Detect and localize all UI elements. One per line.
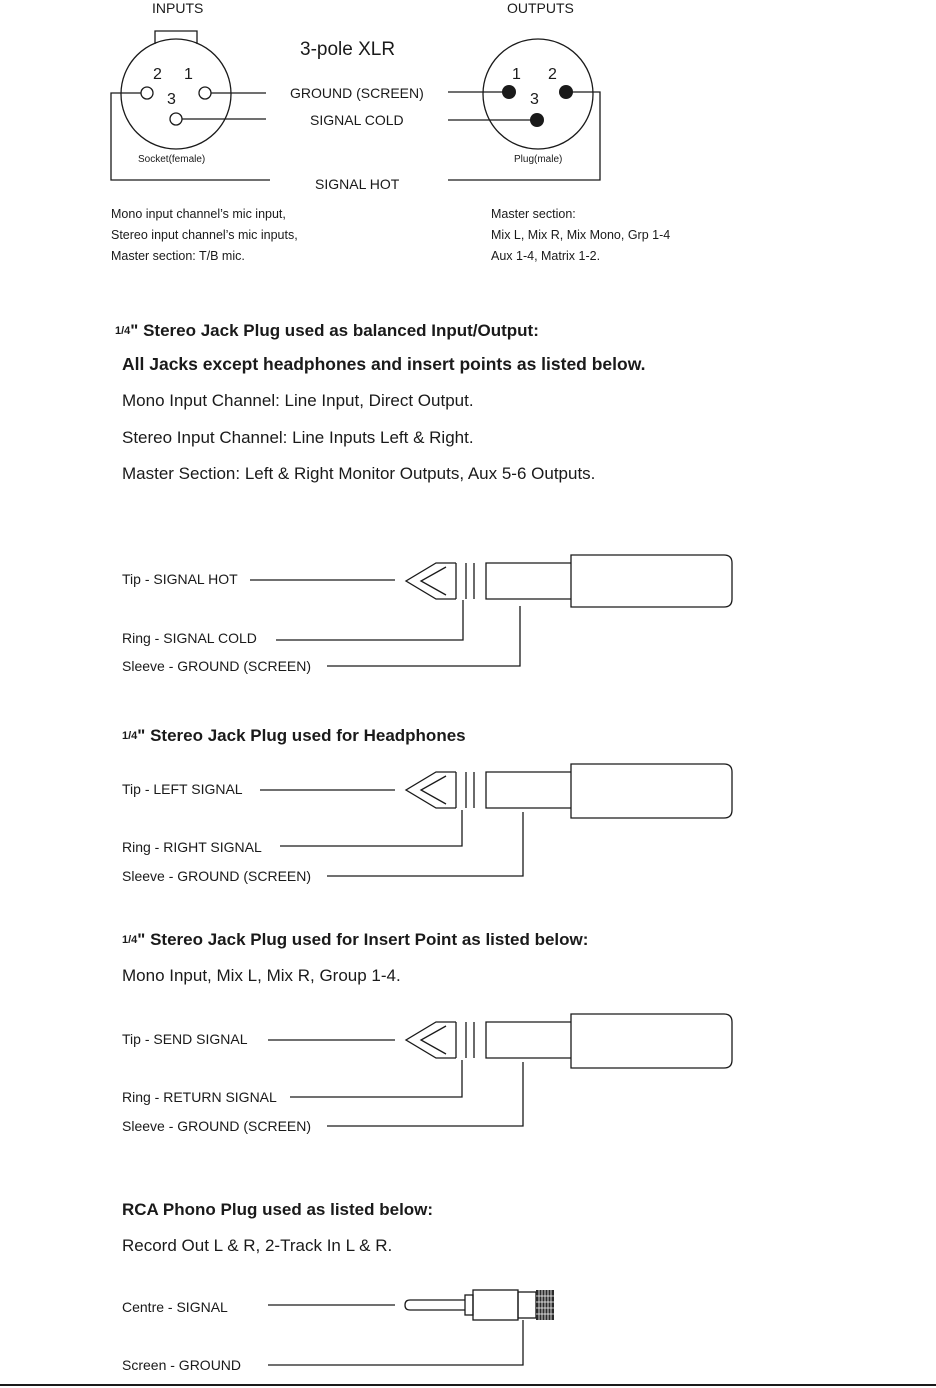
- rca-plug-drawing: [268, 1290, 536, 1365]
- headphones-sleeve-label: Sleeve - GROUND (SCREEN): [122, 868, 312, 884]
- headphones-ring-label: Ring - RIGHT SIGNAL: [122, 839, 262, 855]
- xlr-socket-label: Socket(female): [138, 154, 206, 165]
- xlr-inputs-label: INPUTS: [152, 0, 204, 16]
- rca-centre-label: Centre - SIGNAL: [122, 1299, 228, 1315]
- insert-tip-label: Tip - SEND SIGNAL: [122, 1031, 248, 1047]
- balanced-heading-fraction: 1/4: [115, 325, 131, 337]
- rca-line: Record Out L & R, 2-Track In L & R.: [122, 1236, 393, 1255]
- balanced-line: Master Section: Left & Right Monitor Outputs, Aux 5-6 Outputs.: [122, 464, 596, 483]
- xlr-male-pin1: [502, 85, 516, 99]
- balanced-ring-label: Ring - SIGNAL COLD: [122, 630, 257, 646]
- jack-headphones-drawing: [260, 764, 732, 876]
- xlr-female-pin3-label: 3: [167, 91, 176, 108]
- xlr-inputs-desc-line: Stereo input channel’s mic inputs,: [111, 228, 298, 242]
- headphones-tip-label: Tip - LEFT SIGNAL: [122, 781, 243, 797]
- xlr-male-pin2: [559, 85, 573, 99]
- balanced-line: All Jacks except headphones and insert points as listed below.: [122, 354, 646, 374]
- balanced-heading: 1/4" Stereo Jack Plug used as balanced Input/Output:: [115, 321, 539, 340]
- xlr-outputs-desc-line: Mix L, Mix R, Mix Mono, Grp 1-4: [491, 228, 671, 242]
- insert-sleeve-label: Sleeve - GROUND (SCREEN): [122, 1118, 312, 1134]
- headphones-heading: 1/4" Stereo Jack Plug used for Headphones: [122, 726, 466, 745]
- jack-insert-drawing: [268, 1014, 732, 1126]
- balanced-line: Stereo Input Channel: Line Inputs Left & Right.: [122, 428, 474, 447]
- xlr-male-pin3: [530, 113, 544, 127]
- xlr-cold-label: SIGNAL COLD: [310, 112, 404, 128]
- balanced-line: Mono Input Channel: Line Input, Direct Output.: [122, 391, 474, 410]
- rca-heading: RCA Phono Plug used as listed below:: [122, 1200, 434, 1219]
- insert-heading: 1/4" Stereo Jack Plug used for Insert Point as listed below:: [122, 930, 589, 949]
- balanced-tip-label: Tip - SIGNAL HOT: [122, 571, 238, 587]
- xlr-female-pin1-label: 1: [184, 66, 193, 83]
- xlr-title: 3-pole XLR: [300, 39, 396, 60]
- insert-ring-label: Ring - RETURN SIGNAL: [122, 1089, 277, 1105]
- xlr-male-pin1-label: 1: [512, 66, 521, 83]
- xlr-outputs-desc-line: Aux 1-4, Matrix 1-2.: [491, 249, 601, 263]
- insert-heading-fraction: 1/4: [122, 934, 138, 946]
- xlr-outputs-desc-line: Master section:: [491, 207, 576, 221]
- xlr-outputs-label: OUTPUTS: [507, 0, 574, 16]
- balanced-sleeve-label: Sleeve - GROUND (SCREEN): [122, 658, 312, 674]
- rca-screen-label: Screen - GROUND: [122, 1357, 242, 1373]
- xlr-male-pin2-label: 2: [548, 66, 557, 83]
- xlr-hot-label: SIGNAL HOT: [315, 176, 400, 192]
- xlr-inputs-desc-line: Mono input channel’s mic input,: [111, 207, 286, 221]
- xlr-female-pin2-label: 2: [153, 66, 162, 83]
- xlr-male-pin3-label: 3: [530, 91, 539, 108]
- jack-balanced-drawing: [250, 555, 732, 666]
- headphones-heading-fraction: 1/4: [122, 730, 138, 742]
- xlr-ground-label: GROUND (SCREEN): [290, 85, 424, 101]
- xlr-inputs-desc-line: Master section: T/B mic.: [111, 249, 245, 263]
- xlr-plug-label: Plug(male): [514, 154, 563, 165]
- insert-line: Mono Input, Mix L, Mix R, Group 1-4.: [122, 966, 401, 985]
